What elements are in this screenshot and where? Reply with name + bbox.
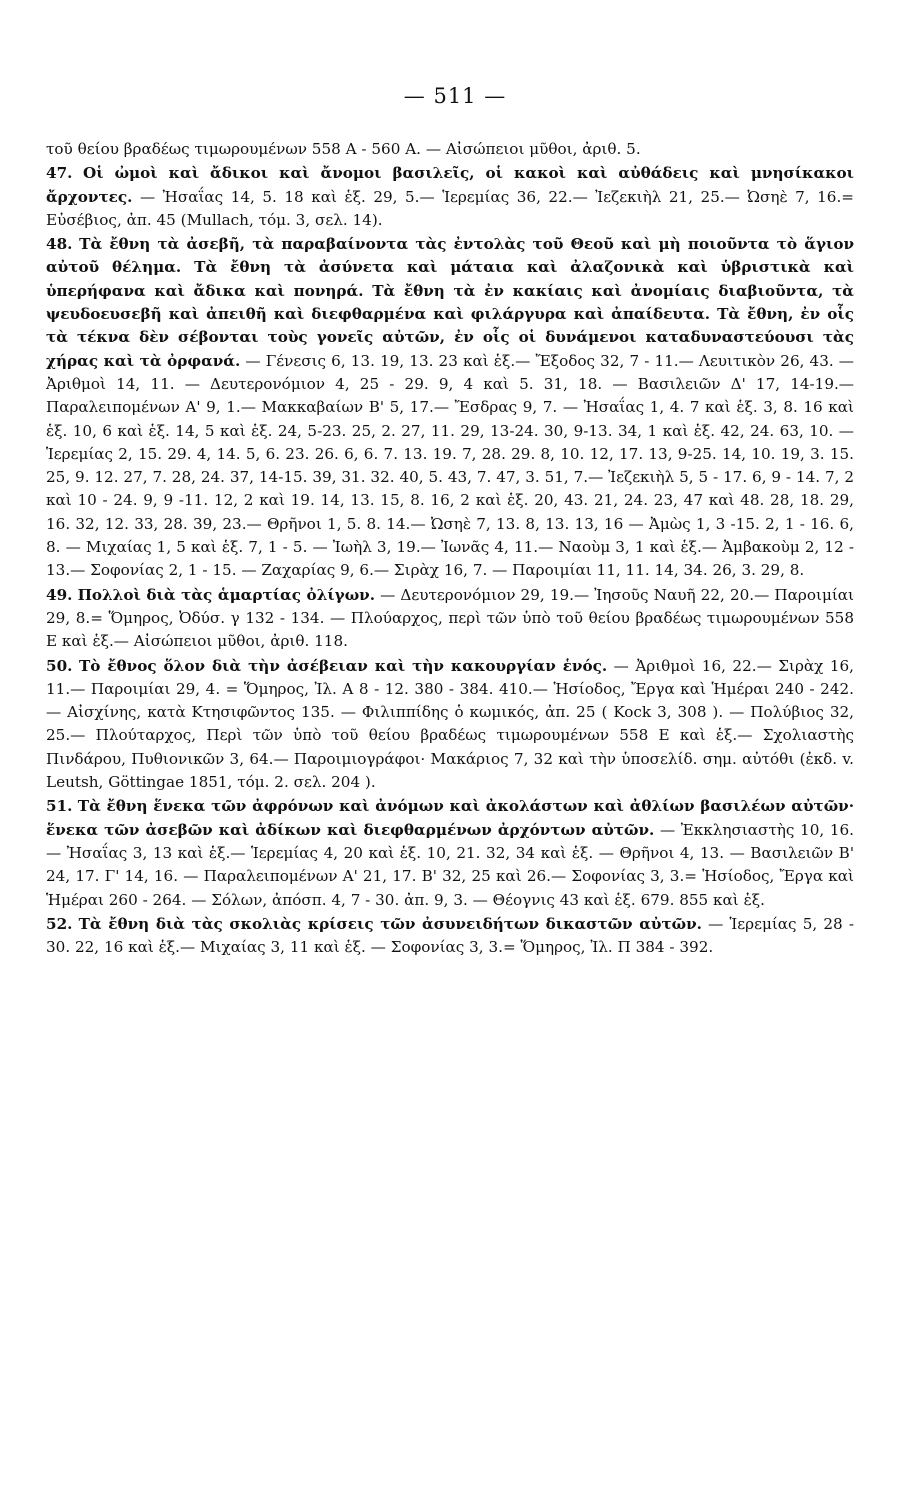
entry-references: — Ἀριθμοὶ 16, 22.— Σιρὰχ 16, 11.— Παροιμίαι 29, 4. = Ὅμηρος, Ἰλ. Α 8 - 12. 380 - 384. 410.— Ἡσίοδος, Ἔργα καὶ Ἡμέραι 240 - 242.— Αἰσχίνης, κατὰ Κτησιφῶντος 135. — Φιλιππίδης ὁ κωμικός, ἀπ. 25 ( Kock 3, 308 ). — Πολύβιος 32, 25.— Πλούταρχος, Περὶ τῶν ὑπὸ τοῦ θείου βραδέως τιμωρουμένων 558 Ε καὶ ἑξ.— Σχολιαστὴς Πινδάρου, Πυθιονικῶν 3, 64.— Παροιμιογράφοι· Μακάριος 7, 32 καὶ τὴν ὑποσελίδ. σημ. αὐτόθι (ἐκδ. v. Leutsh, Göttingae 1851, τόμ. 2. σελ. 204 ). — [46, 656, 854, 792]
entry-text: τοῦ θείου βραδέως τιμωρουμένων 558 Α - 560 Α. — Αἰσώπειοι μῦθοι, ἀριθ. 5. — [46, 140, 641, 158]
entry-heading: Τὰ ἔθνη διὰ τὰς σκολιὰς κρίσεις τῶν ἀσυνειδήτων δικαστῶν αὐτῶν. — [78, 914, 702, 933]
entry-heading: Τὰ ἔθνη τὰ ἀσεβῆ, τὰ παραβαίνοντα τὰς ἐντολὰς τοῦ Θεοῦ καὶ μὴ ποιοῦντα τὸ ἅγιον αὐτοῦ θέλημα. Τὰ ἔθνη τὰ ἀσύνετα καὶ μάταια καὶ ἀλαζονικὰ καὶ ὑβριστικὰ καὶ ὑπερήφανα καὶ ἄδικα καὶ πονηρά. Τὰ ἔθνη τὰ ἐν κακίαις καὶ ἀνομίαις διαβιοῦντα, τὰ ψευδοευσεβῆ καὶ ἀπειθῆ καὶ διεφθαρμένα καὶ φιλάργυρα καὶ ἀπαίδευτα. Τὰ ἔθνη, ἐν οἷς τὰ τέκνα δὲν σέβονται τοὺς γονεῖς αὐτῶν, ἐν οἷς οἱ δυνάμενοι καταδυναστεύουσι τὰς χήρας καὶ τὰ ὀρφανά. — [46, 235, 854, 370]
entry-references: — Ἠσαΐας 14, 5. 18 καὶ ἑξ. 29, 5.— Ἱερεμίας 36, 22.— Ἰεζεκιὴλ 21, 25.— Ὠσηὲ 7, 16.= Εὐσέβιος, ἀπ. 45 (Mullach, τόμ. 3, σελ. 14). — [46, 187, 855, 229]
page-number: — 511 — — [403, 84, 507, 108]
entry-references: — Γένεσις 6, 13. 19, 13. 23 καὶ ἑξ.— Ἔξοδος 32, 7 - 11.— Λευιτικὸν 26, 43. — Ἀριθμοὶ 14, 11. — Δευτερονόμιον 4, 25 - 29. 9, 4 καὶ 5. 31, 18. — Βασιλειῶν Δ' 17, 14-19.— Παραλειπομένων Α' 9, 1.— Μακκαβαίων Β' 5, 17.— Ἔσδρας 9, 7. — Ἠσαΐας 1, 4. 7 καὶ ἑξ. 3, 8. 16 καὶ ἑξ. 10, 6 καὶ ἑξ. 14, 5 καὶ ἑξ. 24, 5-23. 25, 2. 27, 11. 29, 13-24. 30, 9-13. 34, 1 καὶ ἑξ. 42, 24. 63, 10. — Ἱερεμίας 2, 15. 29. 4, 14. 5, 6. 23. 26. 6, 6. 7. 13. 19. 7, 28. 29. 8, 10. 12, 17. 13, 9-25. 14, 10. 19, 3. 15. 25, 9. 12. 27, 7. 28, 24. 37, 14-15. 39, 31. 32. 40, 5. 43, 7. 47, 3. 51, 7.— Ἰεζεκιὴλ 5, 5 - 17. 6, 9 - 14. 7, 2 καὶ 10 - 24. 9, 9 -11. 12, 2 καὶ 19. 14, 13. 15, 8. 16, 2 καὶ ἑξ. 20, 43. 21, 24. 23, 47 καὶ 48. 28, 18. 29, 16. 32, 12. 33, 28. 39, 23.— Θρῆνοι 1, 5. 8. 14.— Ὠσηὲ 7, 13. 8, 13. 13, 16 — Ἀμὼς 1, 3 -15. 2, 1 - 16. 6, 8. — Μιχαίας 1, 5 καὶ ἑξ. 7, 1 - 5. — Ἰωὴλ 3, 19.— Ἰωνᾶς 4, 11.— Ναοὺμ 3, 1 καὶ ἑξ.— Ἀμβακοὺμ 2, 12 - 13.— Σοφονίας 2, 1 - 15. — Ζαχαρίας 9, 6.— Σιρὰχ 16, 7. — Παροιμίαι 11, 11. 14, 34. 26, 3. 29, 8. — [46, 351, 854, 580]
entry-number: 47. — [46, 164, 73, 183]
entry-50 — [46, 655, 854, 795]
entry-heading: Τὸ ἔθνος ὅλον διὰ τὴν ἀσέβειαν καὶ τὴν κακουργίαν ἑνός. — [78, 656, 608, 675]
entry-heading: Πολλοὶ διὰ τὰς ἁμαρτίας ὀλίγων. — [77, 585, 375, 604]
entry-references: — Δευτερονόμιον 29, 19.— Ἰησοῦς Ναυῆ 22, 20.— Παροιμίαι 29, 8.= Ὅμηρος, Ὀδύσ. γ 132 - 134. — Πλούαρχος, περὶ τῶν ὑπὸ τοῦ θείου βραδέως τιμωρουμένων 558 Ε καὶ ἑξ.— Αἰσώπειοι μῦθοι, ἀριθ. 118. — [46, 585, 854, 651]
entry-number: 48. — [46, 235, 73, 254]
page-body — [46, 84, 854, 959]
entry-continuation — [46, 138, 854, 161]
entry-number: 49. — [46, 585, 73, 604]
entry-number: 52. — [46, 914, 73, 933]
entry-references: — Ἐκκλησιαστὴς 10, 16. — Ἠσαΐας 3, 13 καὶ ἑξ.— Ἱερεμίας 4, 20 καὶ ἑξ. 10, 21. 32, 34 καὶ ἑξ. — Θρῆνοι 4, 13. — Βασιλειῶν Β' 24, 17. Γ' 14, 16. — Παραλειπομένων Α' 21, 17. Β' 32, 25 καὶ 26.— Σοφονίας 3, 3.= Ἡσίοδος, Ἔργα καὶ Ἡμέραι 260 - 264. — Σόλων, ἀπόσπ. 4, 7 - 30. ἀπ. 9, 3. — Θέογνις 43 καὶ ἑξ. 679. 855 καὶ ἑξ. — [46, 820, 854, 909]
entry-47 — [46, 162, 854, 232]
entry-heading: Οἱ ὠμοὶ καὶ ἄδικοι καὶ ἄνομοι βασιλεῖς, οἱ κακοὶ καὶ αὐθάδεις καὶ μνησίκακοι ἄρχοντες. — [46, 164, 854, 206]
entry-49 — [46, 584, 854, 654]
entry-number: 51. — [46, 797, 73, 816]
entry-48 — [46, 233, 854, 582]
entry-52 — [46, 913, 854, 960]
entry-heading: Τὰ ἔθνη ἕνεκα τῶν ἀφρόνων καὶ ἀνόμων καὶ ἀκολάστων καὶ ἀθλίων βασιλέων αὐτῶν· ἕνεκα τῶν ἀσεβῶν καὶ ἀδίκων καὶ διεφθαρμένων ἀρχόντων αὐτῶν. — [46, 797, 854, 839]
entry-number: 50. — [46, 656, 73, 675]
entry-references: — Ἱερεμίας 5, 28 - 30. 22, 16 καὶ ἑξ.— Μιχαίας 3, 11 καὶ ἑξ. — Σοφονίας 3, 3.= Ὅμηρος, Ἰλ. Π 384 - 392. — [46, 914, 855, 957]
entry-51 — [46, 795, 854, 911]
